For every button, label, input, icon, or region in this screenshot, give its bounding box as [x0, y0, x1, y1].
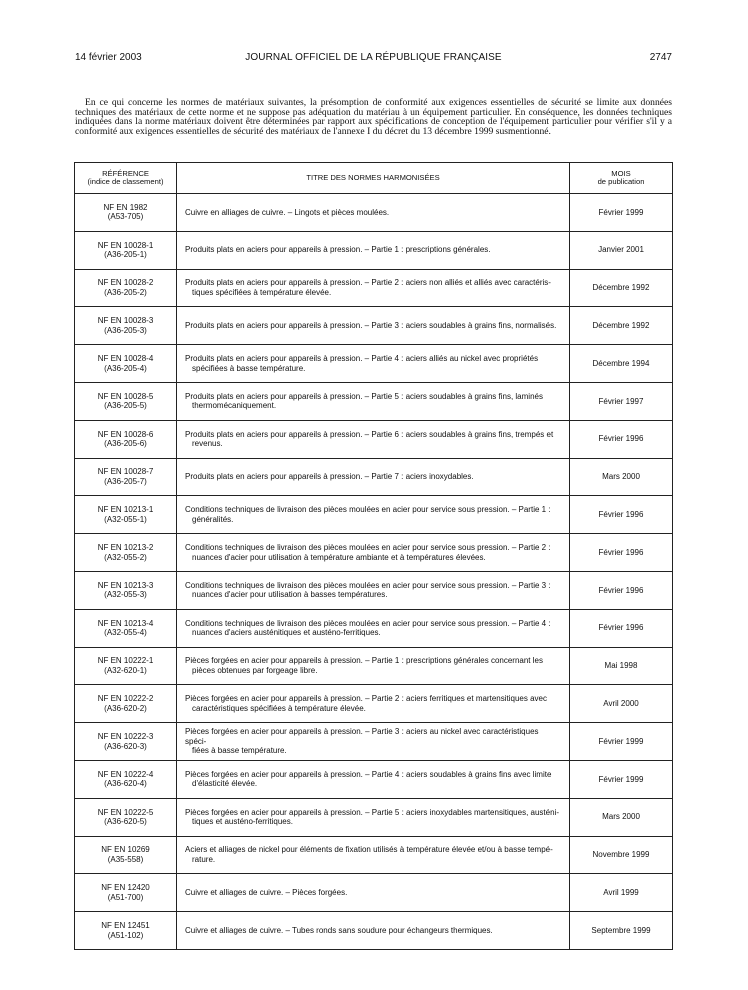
table-row: [75, 609, 673, 647]
column-header-month-line2: de publication: [597, 177, 645, 186]
publication-month-cell: [570, 345, 673, 383]
classification-index: (A36-205-1): [104, 250, 147, 260]
standard-title-line1: Produits plats en aciers pour appareils à pression. – Partie 2 : aciers non alliés et alliés avec caractéris-: [185, 278, 551, 288]
title-cell: [177, 647, 570, 685]
reference-cell: [75, 647, 177, 685]
classification-index: (A32-055-1): [104, 514, 147, 524]
classification-index: (A32-055-3): [104, 590, 147, 600]
journal-title: JOURNAL OFFICIEL DE LA RÉPUBLIQUE FRANÇAISE: [245, 52, 502, 63]
standard-code: NF EN 10028-5: [97, 391, 154, 401]
table-row: [75, 458, 673, 496]
table-row: [75, 874, 673, 912]
classification-index: (A36-620-3): [104, 741, 147, 751]
standard-title-line2: spécifiées à basse température.: [192, 363, 306, 373]
publication-month: Février 1999: [598, 207, 644, 217]
publication-month: Février 1996: [598, 434, 644, 444]
publication-month-cell: [570, 760, 673, 798]
standard-title-line1: Conditions techniques de livraison des pièces moulées en acier pour service sous pression. – Partie 1 :: [185, 505, 551, 515]
publication-month: Février 1999: [598, 774, 644, 784]
reference-cell: [75, 496, 177, 534]
page-header: [75, 52, 672, 66]
title-cell: [177, 496, 570, 534]
intro-text: En ce qui concerne les normes de matériaux suivantes, la présomption de conformité aux exigences essentielles de sécurité se limite aux données techniques des matériaux de cette norme et ne suppose pas adéquation du matériau à un équipement particulier. En conséquence, les données techniques indiquées dans la norme matériaux doivent être déterminées par rapport aux spécifications de conception de l'équipement particulier pour vérifier s'il y a conformité aux exigences essentielles de sécurité des matériaux de l'annexe I du décret du 13 décembre 1999 susmentionné.: [75, 97, 672, 137]
column-header-month: [570, 163, 673, 194]
reference-cell: [75, 345, 177, 383]
column-header-title: [177, 163, 570, 194]
publication-month: Décembre 1992: [592, 283, 650, 293]
publication-month-cell: [570, 723, 673, 761]
standard-code: NF EN 10028-2: [97, 278, 154, 288]
column-header-title-text: TITRE DES NORMES HARMONISÉES: [306, 172, 440, 182]
title-cell: [177, 836, 570, 874]
title-cell: [177, 912, 570, 950]
standard-title-line1: Pièces forgées en acier pour appareils à pression. – Partie 2 : aciers ferritiques et martensitiques avec: [185, 694, 547, 704]
publication-month: Mars 2000: [602, 812, 640, 822]
standard-title-line2: tiques et austéno-ferritiques.: [192, 817, 293, 827]
reference-cell: [75, 685, 177, 723]
publication-month-cell: [570, 534, 673, 572]
standard-code: NF EN 12451: [101, 921, 150, 931]
intro-paragraph: [75, 98, 672, 136]
title-cell: [177, 231, 570, 269]
publication-month: Avril 1999: [603, 887, 639, 897]
reference-cell: [75, 420, 177, 458]
standard-code: NF EN 10213-4: [97, 618, 154, 628]
title-cell: [177, 307, 570, 345]
standard-title-line1: Produits plats en aciers pour appareils à pression. – Partie 3 : aciers soudables à grains fins, normalisés.: [185, 321, 557, 331]
standard-code: NF EN 10028-1: [97, 240, 154, 250]
title-cell: [177, 345, 570, 383]
publication-month: Décembre 1994: [592, 358, 650, 368]
table-row: [75, 194, 673, 232]
publication-month-cell: [570, 874, 673, 912]
title-cell: [177, 723, 570, 761]
standard-title-line1: Pièces forgées en acier pour appareils à pression. – Partie 5 : aciers inoxydables martensitiques, austéni-: [185, 807, 559, 817]
standard-title-line2: fiées à basse température.: [192, 746, 287, 756]
standard-code: NF EN 10222-2: [97, 694, 154, 704]
publication-month-cell: [570, 685, 673, 723]
reference-cell: [75, 534, 177, 572]
standard-code: NF EN 10028-4: [97, 354, 154, 364]
table-row: [75, 420, 673, 458]
classification-index: (A36-205-2): [104, 287, 147, 297]
table-row: [75, 685, 673, 723]
publication-month-cell: [570, 307, 673, 345]
reference-cell: [75, 458, 177, 496]
standard-title-line1: Produits plats en aciers pour appareils à pression. – Partie 4 : aciers alliés au nickel avec propriétés: [185, 354, 539, 364]
publication-month-cell: [570, 194, 673, 232]
standard-title-line2: nuances d'acier pour utilisation à basses températures.: [192, 590, 388, 600]
standard-title-line1: Pièces forgées en acier pour appareils à pression. – Partie 3 : aciers au nickel avec caractéristiques spéci-: [185, 727, 539, 746]
standard-code: NF EN 10222-4: [97, 769, 154, 779]
reference-cell: [75, 194, 177, 232]
standard-title-line2: généralités.: [192, 514, 234, 524]
table-row: [75, 307, 673, 345]
standard-code: NF EN 10269: [101, 845, 150, 855]
title-cell: [177, 609, 570, 647]
standard-title-line2: nuances d'acier pour utilisation à température ambiante et à températures élevées.: [192, 552, 486, 562]
publication-month-cell: [570, 798, 673, 836]
standard-code: NF EN 10213-2: [97, 543, 154, 553]
publication-month: Février 1999: [598, 736, 644, 746]
publication-month-cell: [570, 496, 673, 534]
title-cell: [177, 194, 570, 232]
title-cell: [177, 382, 570, 420]
publication-month-cell: [570, 609, 673, 647]
table-row: [75, 836, 673, 874]
publication-month-cell: [570, 912, 673, 950]
column-header-month-line1: MOIS: [611, 168, 631, 178]
publication-month-cell: [570, 836, 673, 874]
reference-cell: [75, 836, 177, 874]
standard-title-line1: Cuivre et alliages de cuivre. – Pièces forgées.: [185, 887, 348, 897]
standard-code: NF EN 10213-1: [97, 505, 154, 515]
reference-cell: [75, 760, 177, 798]
title-cell: [177, 874, 570, 912]
standard-title-line1: Aciers et alliages de nickel pour éléments de fixation utilisés à température élevée et/ou à basse tempé-: [185, 845, 553, 855]
classification-index: (A36-620-2): [104, 703, 147, 713]
classification-index: (A36-205-4): [104, 363, 147, 373]
publication-month: Novembre 1999: [592, 850, 650, 860]
title-cell: [177, 798, 570, 836]
classification-index: (A51-102): [107, 930, 144, 940]
classification-index: (A53-705): [107, 212, 144, 222]
reference-cell: [75, 269, 177, 307]
standard-title-line2: tiques spécifiées à température élevée.: [192, 287, 332, 297]
publication-month-cell: [570, 647, 673, 685]
table-row: [75, 382, 673, 420]
standard-title-line1: Conditions techniques de livraison des pièces moulées en acier pour service sous pression. – Partie 3 :: [185, 580, 551, 590]
standard-title-line1: Pièces forgées en acier pour appareils à pression. – Partie 1 : prescriptions générales concernant les: [185, 656, 543, 666]
standard-code: NF EN 1982: [103, 202, 148, 212]
classification-index: (A32-620-1): [104, 665, 147, 675]
standard-title-line2: thermomécaniquement.: [192, 401, 277, 411]
classification-index: (A36-205-5): [104, 401, 147, 411]
table-row: [75, 912, 673, 950]
table-row: [75, 647, 673, 685]
reference-cell: [75, 912, 177, 950]
publication-month: Décembre 1992: [592, 321, 650, 331]
publication-month: Février 1996: [598, 547, 644, 557]
standard-title-line2: nuances d'aciers austénitiques et austéno-ferritiques.: [192, 628, 381, 638]
standard-code: NF EN 10028-6: [97, 429, 154, 439]
publication-month-cell: [570, 382, 673, 420]
table-row: [75, 534, 673, 572]
publication-month: Février 1996: [598, 510, 644, 520]
title-cell: [177, 458, 570, 496]
table-row: [75, 269, 673, 307]
title-cell: [177, 571, 570, 609]
reference-cell: [75, 723, 177, 761]
standard-title-line1: Produits plats en aciers pour appareils à pression. – Partie 6 : aciers soudables à grains fins, trempés et: [185, 429, 554, 439]
title-cell: [177, 269, 570, 307]
reference-cell: [75, 231, 177, 269]
classification-index: (A51-700): [107, 892, 144, 902]
publication-month-cell: [570, 231, 673, 269]
publication-month: Mars 2000: [602, 472, 640, 482]
reference-cell: [75, 798, 177, 836]
standard-code: NF EN 12420: [101, 883, 150, 893]
publication-month: Mai 1998: [604, 661, 638, 671]
standard-code: NF EN 10222-3: [97, 732, 154, 742]
reference-cell: [75, 609, 177, 647]
standard-title-line2: revenus.: [192, 439, 223, 449]
table-row: [75, 496, 673, 534]
title-cell: [177, 760, 570, 798]
table-row: [75, 760, 673, 798]
standard-title-line1: Conditions techniques de livraison des pièces moulées en acier pour service sous pression. – Partie 4 :: [185, 618, 551, 628]
reference-cell: [75, 874, 177, 912]
classification-index: (A36-620-5): [104, 817, 147, 827]
standard-title-line2: rature.: [192, 854, 216, 864]
standard-title-line1: Produits plats en aciers pour appareils à pression. – Partie 1 : prescriptions générales.: [185, 245, 491, 255]
standard-code: NF EN 10222-1: [97, 656, 154, 666]
column-header-reference: [75, 163, 177, 194]
standard-title-line2: caractéristiques spécifiées à température élevée.: [192, 703, 366, 713]
publication-month: Janvier 2001: [598, 245, 644, 255]
standard-title-line2: pièces obtenues par forgeage libre.: [192, 665, 318, 675]
standard-code: NF EN 10222-5: [97, 807, 154, 817]
publication-month: Février 1996: [598, 585, 644, 595]
table-row: [75, 571, 673, 609]
reference-cell: [75, 571, 177, 609]
standards-table: [74, 162, 673, 950]
standard-code: NF EN 10028-7: [97, 467, 154, 477]
standard-title-line2: d'élasticité élevée.: [192, 779, 258, 789]
publication-month-cell: [570, 458, 673, 496]
publication-month: Février 1996: [598, 623, 644, 633]
column-header-reference-line2: (indice de classement): [87, 177, 164, 186]
title-cell: [177, 420, 570, 458]
classification-index: (A35-558): [107, 854, 144, 864]
standard-title-line1: Cuivre et alliages de cuivre. – Tubes ronds sans soudure pour échangeurs thermiques.: [185, 925, 493, 935]
title-cell: [177, 685, 570, 723]
classification-index: (A32-055-2): [104, 552, 147, 562]
standard-title-line1: Produits plats en aciers pour appareils à pression. – Partie 7 : aciers inoxydables.: [185, 472, 474, 482]
reference-cell: [75, 307, 177, 345]
standard-code: NF EN 10028-3: [97, 316, 154, 326]
publication-month: Février 1997: [598, 396, 644, 406]
table-row: [75, 798, 673, 836]
standard-title-line1: Conditions techniques de livraison des pièces moulées en acier pour service sous pression. – Partie 2 :: [185, 543, 551, 553]
standard-title-line1: Produits plats en aciers pour appareils à pression. – Partie 5 : aciers soudables à grains fins, laminés: [185, 391, 543, 401]
classification-index: (A32-055-4): [104, 628, 147, 638]
classification-index: (A36-205-3): [104, 325, 147, 335]
standard-title-line1: Pièces forgées en acier pour appareils à pression. – Partie 4 : aciers soudables à grains fins avec limite: [185, 769, 552, 779]
standard-code: NF EN 10213-3: [97, 580, 154, 590]
publication-month-cell: [570, 420, 673, 458]
table-row: [75, 231, 673, 269]
publication-month: Avril 2000: [603, 699, 639, 708]
header-date: 14 février 2003: [75, 52, 142, 63]
title-cell: [177, 534, 570, 572]
publication-month-cell: [570, 269, 673, 307]
publication-month: Septembre 1999: [591, 925, 651, 935]
classification-index: (A36-205-7): [104, 476, 147, 486]
table-row: [75, 723, 673, 761]
standard-title-line1: Cuivre en alliages de cuivre. – Lingots et pièces moulées.: [185, 207, 390, 217]
classification-index: (A36-620-4): [104, 779, 147, 789]
page-number: 2747: [649, 52, 672, 63]
reference-cell: [75, 382, 177, 420]
table-header-row: [75, 163, 673, 194]
classification-index: (A36-205-6): [104, 439, 147, 449]
publication-month-cell: [570, 571, 673, 609]
column-header-reference-line1: RÉFÉRENCE: [102, 168, 149, 178]
table-row: [75, 345, 673, 383]
